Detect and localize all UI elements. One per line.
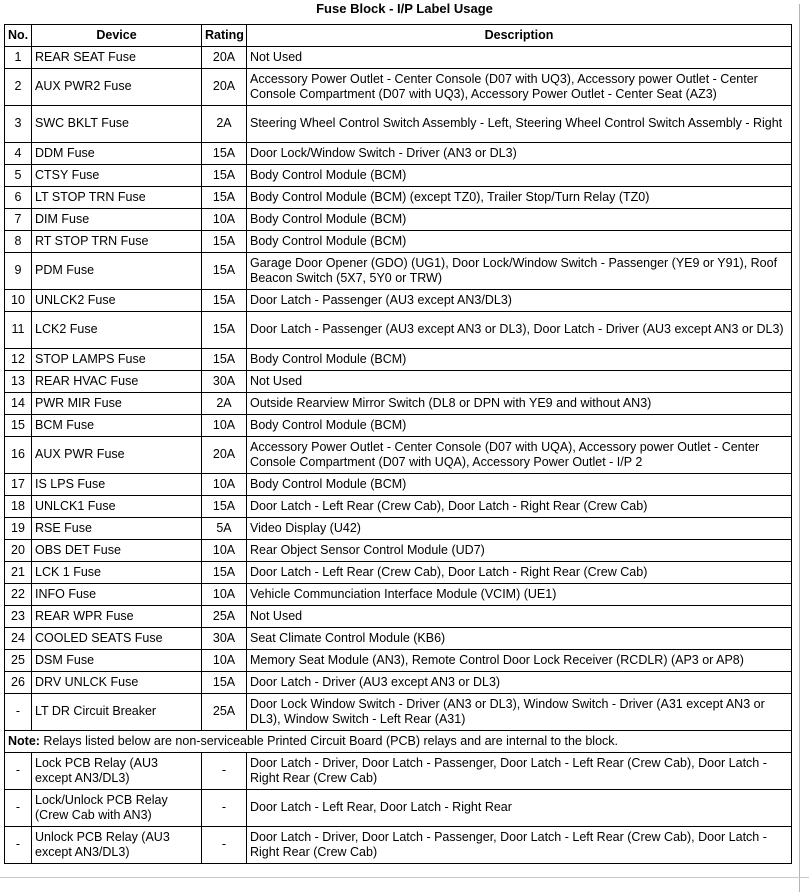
cell-rating: 10A xyxy=(202,540,247,562)
cell-rating: 10A xyxy=(202,650,247,672)
cell-description: Body Control Module (BCM) (except TZ0), Trailer Stop/Turn Relay (TZ0) xyxy=(247,187,792,209)
table-row xyxy=(5,209,792,231)
cell-rating: 10A xyxy=(202,415,247,437)
cell-no: 13 xyxy=(5,371,32,393)
table-row xyxy=(5,312,792,349)
fuse-table xyxy=(4,24,792,864)
cell-description: Door Latch - Passenger (AU3 except AN3 or DL3), Door Latch - Driver (AU3 except AN3 or DL3) xyxy=(247,312,792,349)
cell-device: BCM Fuse xyxy=(32,415,202,437)
cell-device: UNLCK1 Fuse xyxy=(32,496,202,518)
note-text: Relays listed below are non-serviceable Printed Circuit Board (PCB) relays and are internal to the block. xyxy=(39,733,619,748)
cell-device: INFO Fuse xyxy=(32,584,202,606)
cell-rating: 15A xyxy=(202,672,247,694)
cell-description: Body Control Module (BCM) xyxy=(247,209,792,231)
cell-rating: - xyxy=(202,827,247,864)
cell-no: 1 xyxy=(5,47,32,69)
cell-no: 18 xyxy=(5,496,32,518)
cell-rating: 15A xyxy=(202,290,247,312)
cell-rating: 30A xyxy=(202,371,247,393)
relay-row xyxy=(5,827,792,864)
cell-device: PWR MIR Fuse xyxy=(32,393,202,415)
cell-no: 11 xyxy=(5,312,32,349)
table-row xyxy=(5,474,792,496)
cell-rating: 10A xyxy=(202,209,247,231)
cell-rating: - xyxy=(202,790,247,827)
cell-description: Rear Object Sensor Control Module (UD7) xyxy=(247,540,792,562)
cell-rating: 20A xyxy=(202,69,247,106)
cell-device: LCK 1 Fuse xyxy=(32,562,202,584)
table-row xyxy=(5,231,792,253)
cell-device: DIM Fuse xyxy=(32,209,202,231)
cell-device: COOLED SEATS Fuse xyxy=(32,628,202,650)
cell-no: - xyxy=(5,827,32,864)
cell-device: RT STOP TRN Fuse xyxy=(32,231,202,253)
cell-rating: 15A xyxy=(202,349,247,371)
cell-device: LT DR Circuit Breaker xyxy=(32,694,202,731)
header-row xyxy=(5,25,792,47)
cell-no: 22 xyxy=(5,584,32,606)
cell-no: 14 xyxy=(5,393,32,415)
cell-rating: 15A xyxy=(202,562,247,584)
note-cell xyxy=(5,731,792,753)
table-row xyxy=(5,165,792,187)
cell-no: 3 xyxy=(5,106,32,143)
cell-description: Body Control Module (BCM) xyxy=(247,231,792,253)
table-row xyxy=(5,187,792,209)
cell-description: Vehicle Communciation Interface Module (VCIM) (UE1) xyxy=(247,584,792,606)
cell-no: 4 xyxy=(5,143,32,165)
cell-device: LT STOP TRN Fuse xyxy=(32,187,202,209)
cell-description: Video Display (U42) xyxy=(247,518,792,540)
cell-description: Not Used xyxy=(247,371,792,393)
cell-no: 9 xyxy=(5,253,32,290)
cell-rating: 2A xyxy=(202,106,247,143)
table-row xyxy=(5,518,792,540)
cell-device: RSE Fuse xyxy=(32,518,202,540)
cell-no: 2 xyxy=(5,69,32,106)
table-row xyxy=(5,650,792,672)
cell-description: Door Lock Window Switch - Driver (AN3 or DL3), Window Switch - Driver (A31 except AN3 or DL3), Window Switch - Left Rear (A31) xyxy=(247,694,792,731)
cell-no: 17 xyxy=(5,474,32,496)
cell-description: Garage Door Opener (GDO) (UG1), Door Lock/Window Switch - Passenger (YE9 or Y91), Roof Beacon Switch (5X7, 5Y0 or TRW) xyxy=(247,253,792,290)
cell-device: LCK2 Fuse xyxy=(32,312,202,349)
cell-description: Door Lock/Window Switch - Driver (AN3 or DL3) xyxy=(247,143,792,165)
cell-device: DDM Fuse xyxy=(32,143,202,165)
table-title: Fuse Block - I/P Label Usage xyxy=(316,1,493,16)
cell-description: Door Latch - Left Rear (Crew Cab), Door Latch - Right Rear (Crew Cab) xyxy=(247,562,792,584)
cell-description: Body Control Module (BCM) xyxy=(247,165,792,187)
cell-device: AUX PWR Fuse xyxy=(32,437,202,474)
cell-rating: 10A xyxy=(202,584,247,606)
cell-no: 6 xyxy=(5,187,32,209)
cell-rating: 30A xyxy=(202,628,247,650)
table-row xyxy=(5,606,792,628)
cell-rating: 25A xyxy=(202,694,247,731)
table-row xyxy=(5,371,792,393)
cell-no: 20 xyxy=(5,540,32,562)
cell-description: Accessory Power Outlet - Center Console (D07 with UQA), Accessory power Outlet - Center Console Compartment (D07 with UQA), Accessory Power Outlet - I/P 2 xyxy=(247,437,792,474)
cell-description: Door Latch - Passenger (AU3 except AN3/DL3) xyxy=(247,290,792,312)
cell-no: - xyxy=(5,790,32,827)
table-row xyxy=(5,496,792,518)
cell-rating: 5A xyxy=(202,518,247,540)
cell-device: Lock PCB Relay (AU3 except AN3/DL3) xyxy=(32,753,202,790)
cell-device: UNLCK2 Fuse xyxy=(32,290,202,312)
cell-rating: 10A xyxy=(202,474,247,496)
cell-device: AUX PWR2 Fuse xyxy=(32,69,202,106)
cell-description: Door Latch - Left Rear (Crew Cab), Door Latch - Right Rear (Crew Cab) xyxy=(247,496,792,518)
cell-no: 16 xyxy=(5,437,32,474)
cell-device: SWC BKLT Fuse xyxy=(32,106,202,143)
table-row xyxy=(5,47,792,69)
cell-description: Seat Climate Control Module (KB6) xyxy=(247,628,792,650)
cell-device: DSM Fuse xyxy=(32,650,202,672)
cell-no: 23 xyxy=(5,606,32,628)
table-row xyxy=(5,415,792,437)
cell-rating: 20A xyxy=(202,437,247,474)
relay-row xyxy=(5,790,792,827)
table-row xyxy=(5,540,792,562)
table-row xyxy=(5,562,792,584)
cell-no: - xyxy=(5,694,32,731)
note-row xyxy=(5,731,792,753)
cell-no: 12 xyxy=(5,349,32,371)
table-row xyxy=(5,393,792,415)
cell-description: Steering Wheel Control Switch Assembly - Left, Steering Wheel Control Switch Assembly - Right xyxy=(247,106,792,143)
scan-bottom-line xyxy=(0,877,809,878)
cell-description: Not Used xyxy=(247,606,792,628)
table-row xyxy=(5,106,792,143)
table-row xyxy=(5,69,792,106)
cell-description: Not Used xyxy=(247,47,792,69)
cell-device: REAR WPR Fuse xyxy=(32,606,202,628)
cell-device: OBS DET Fuse xyxy=(32,540,202,562)
header-rating: Rating xyxy=(202,25,247,47)
table-row xyxy=(5,290,792,312)
table-row xyxy=(5,437,792,474)
cell-no: 19 xyxy=(5,518,32,540)
cell-no: 15 xyxy=(5,415,32,437)
cell-device: CTSY Fuse xyxy=(32,165,202,187)
cell-description: Memory Seat Module (AN3), Remote Control Door Lock Receiver (RCDLR) (AP3 or AP8) xyxy=(247,650,792,672)
cell-no: 25 xyxy=(5,650,32,672)
cell-no: 10 xyxy=(5,290,32,312)
header-no: No. xyxy=(5,25,32,47)
cell-no: 26 xyxy=(5,672,32,694)
cell-no: 5 xyxy=(5,165,32,187)
cell-description: Door Latch - Driver (AU3 except AN3 or DL3) xyxy=(247,672,792,694)
cell-no: - xyxy=(5,753,32,790)
cell-device: PDM Fuse xyxy=(32,253,202,290)
cell-rating: 15A xyxy=(202,165,247,187)
cell-rating: 15A xyxy=(202,496,247,518)
cell-description: Outside Rearview Mirror Switch (DL8 or DPN with YE9 and without AN3) xyxy=(247,393,792,415)
cell-no: 8 xyxy=(5,231,32,253)
cell-no: 24 xyxy=(5,628,32,650)
cell-rating: 20A xyxy=(202,47,247,69)
cell-description: Body Control Module (BCM) xyxy=(247,349,792,371)
table-row xyxy=(5,253,792,290)
cell-no: 7 xyxy=(5,209,32,231)
header-device: Device xyxy=(32,25,202,47)
table-row xyxy=(5,672,792,694)
cell-device: REAR SEAT Fuse xyxy=(32,47,202,69)
cell-rating: 15A xyxy=(202,187,247,209)
cell-rating: 15A xyxy=(202,143,247,165)
cell-description: Accessory Power Outlet - Center Console (D07 with UQ3), Accessory power Outlet - Center Console Compartment (D07 with UQ3), Accessory Power Outlet - Center Seat (AZ3) xyxy=(247,69,792,106)
table-row xyxy=(5,694,792,731)
table-row xyxy=(5,628,792,650)
cell-device: IS LPS Fuse xyxy=(32,474,202,496)
cell-device: STOP LAMPS Fuse xyxy=(32,349,202,371)
table-row xyxy=(5,584,792,606)
cell-description: Body Control Module (BCM) xyxy=(247,474,792,496)
table-row xyxy=(5,143,792,165)
cell-rating: 2A xyxy=(202,393,247,415)
scan-edge-line xyxy=(799,4,800,892)
cell-rating: 15A xyxy=(202,231,247,253)
cell-no: 21 xyxy=(5,562,32,584)
cell-device: Unlock PCB Relay (AU3 except AN3/DL3) xyxy=(32,827,202,864)
cell-description: Door Latch - Driver, Door Latch - Passenger, Door Latch - Left Rear (Crew Cab), Door Latch - Right Rear (Crew Cab) xyxy=(247,827,792,864)
cell-description: Door Latch - Driver, Door Latch - Passenger, Door Latch - Left Rear (Crew Cab), Door Latch - Right Rear (Crew Cab) xyxy=(247,753,792,790)
cell-device: REAR HVAC Fuse xyxy=(32,371,202,393)
cell-description: Door Latch - Left Rear, Door Latch - Right Rear xyxy=(247,790,792,827)
header-description: Description xyxy=(247,25,792,47)
cell-device: Lock/Unlock PCB Relay (Crew Cab with AN3) xyxy=(32,790,202,827)
cell-device: DRV UNLCK Fuse xyxy=(32,672,202,694)
cell-rating: - xyxy=(202,753,247,790)
cell-rating: 15A xyxy=(202,253,247,290)
note-label: Note: xyxy=(8,733,40,748)
relay-row xyxy=(5,753,792,790)
cell-rating: 25A xyxy=(202,606,247,628)
table-row xyxy=(5,349,792,371)
cell-rating: 15A xyxy=(202,312,247,349)
cell-description: Body Control Module (BCM) xyxy=(247,415,792,437)
